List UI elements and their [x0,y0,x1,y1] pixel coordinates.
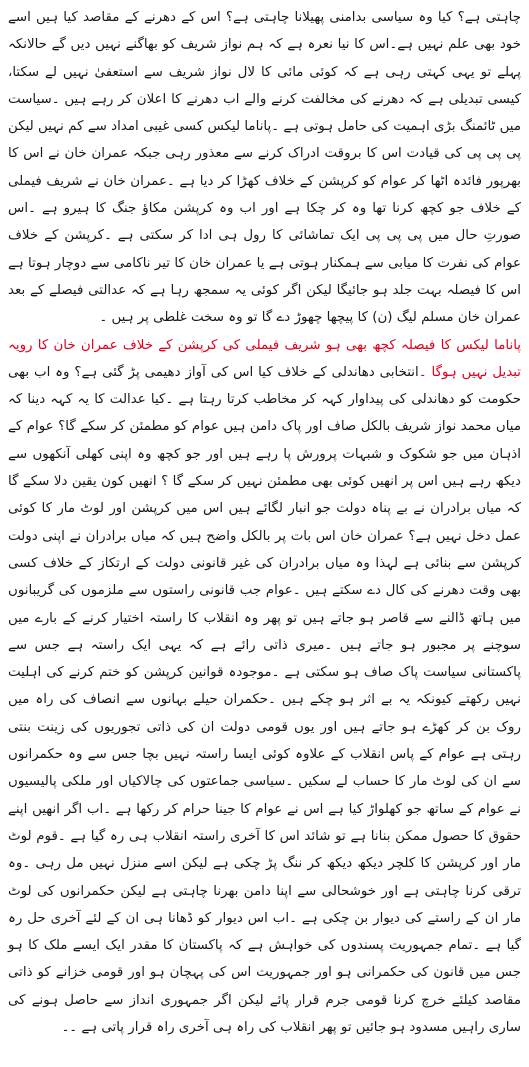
paragraph-2-text: انتخابی دھاندلی کے خلاف کیا اس کی آواز دھیمی پڑ گئی ہے؟ وہ اب بھی حکومت کو دھاندلی کی پیداوار کہہ کر مخاطب کرتا رہتا ہے ۔کیا عدالت کا یہ کہہ دینا کہ میاں محمد نواز شریف بالکل صاف اور پاک دامن ہیں عوام کو مطمئن کر سکے گا؟ عوام کے اذہان میں جو شکوک و شبہات پرورش پا رہے ہیں اور جو کچھ وہ اپنی کھلی آنکھوں سے دیکھ رہے ہیں اس پر انھیں کوئی بھی مطمئن نہیں کر سکے گا ؟ انھیں کون یقین دلا سکے گا کہ میاں برادران نے بے پناہ دولت جو انبار لگائے ہیں اس میں کرپشن اور لوٹ مار کا کوئی عمل دخل نہیں ہے؟ عمران خان اس بات پر بالکل واضح ہیں کہ میاں برادران نے اپنی دولت کرپشن سے بنائی ہے لہذا وہ میاں برادران کی غیر قانونی دولت کے ارتکاز کے خلاف کسی بھی وقت دھرنے کی کال دے سکتے ہیں ۔عوام جب قانونی راستوں سے ملزموں کی گریبانوں میں ہاتھ ڈالنے سے قاصر ہو جاتے ہیں تو پھر وہ انقلاب کا راستہ اختیار کرنے کے بارے میں سوچنے پر مجبور ہو جاتے ہیں ۔میری ذاتی رائے ہے کہ یہی ایک راستہ ہے جس سے پاکستانی سیاست پاک صاف ہو سکتی ہے ۔موجودہ قوانین کرپشن کو ختم کرنے کی اہلیت نہیں رکھتے کیونکہ یہ بے اثر ہو چکے ہیں ۔حکمران حیلے بہانوں سے انصاف کی راہ میں روک بن کر کھڑے ہو جاتے ہیں اور یوں قومی دولت ان کی ذاتی تجوریوں کی زینت بنتی رہتی ہے عوام کے پاس انقلاب کے علاوہ کوئی ایسا راستہ نہیں بچا جس سے وہ حکمرانوں سے ان کی لوٹ مار کا حساب لے سکیں ۔سیاسی جماعتوں کی چالاکیاں اور ملکی پالیسیوں نے عوام کے ساتھ جو کھلواڑ کیا ہے اس نے عوام کا جینا حرام کر رکھا ہے ۔اب اگر انھیں اپنے حقوق کا حصول ممکن بنانا ہے تو شائد اس کا آخری راستہ انقلاب ہی رہ گیا ہے ۔قوم لوٹ مار اور کرپشن کا کلچر دیکھ دیکھ کر ننگ پڑ چکی ہے لیکن اسے منزل نہیں مل رہی ۔وہ ترقی کرنا چاہتی ہے اور خوشحالی سے اپنا دامن بھرنا چاہتی ہے لیکن حکمرانوں کی لوٹ مار ان کے راستے کی دیوار بن چکی ہے ۔اب اس دیوار کو ڈھانا ہی ان کے لئے آخری حل رہ گیا ہے ۔تمام جمہوریت پسندوں کی خواہش ہے کہ پاکستان کا مقدر ایک ایسے ملک کا ہو جس میں قانون کی حکمرانی ہو اور جمہوریت اس کی پہچان ہو اور قومی خزانے کو ذاتی مقاصد کیلئے خرچ کرنا قومی جرم قرار پائے لیکن اگر جمہوری انداز سے حاصل ہونے کی ساری راہیں مسدود ہو جائیں تو پھر انقلاب کی راہ ہی آخری راہ قرار پاتی ہے ۔۔ [8,364,521,1035]
article-body [8,4,521,1041]
highlighted-sentence: پاناما لیکس کا فیصلہ کچھ بھی ہو شریف فیملی کی کرپشن کے خلاف عمران خان کا رویہ تبدیل نہیں ہوگا ۔ [8,337,521,380]
paragraph-2 [8,332,521,1042]
paragraph-1: چاہتی ہے؟ کیا وہ سیاسی بدامنی پھیلانا چاہتی ہے؟ اس کے دھرنے کے مقاصد کیا ہیں اسے خود بھی علم نہیں ہے۔اس کا نیا نعرہ ہے کہ ہم نواز شریف کو بھاگنے نہیں دیں گے حالانکہ پہلے تو یہی کہتی رہی ہے کہ کوئی مائی کا لال نواز شریف سے استعفیٰ نہیں لے سکتا، کیسی تبدیلی ہے کہ دھرنے کی مخالفت کرنے والے اب دھرنے کا اعلان کر رہے ہیں ۔سیاست میں ٹائمنگ بڑی اہمیت کی حامل ہوتی ہے ۔پاناما لیکس کسی غیبی امداد سے کم نہیں لیکن پی پی پی کی قیادت اس کا بروقت ادراک کرنے سے معذور رہی جبکہ عمران خان نے اس کا بھرپور فائدہ اٹھا کر عوام کو کرپشن کے خلاف کھڑا کر دیا ہے ۔عمران خان نے شریف فیملی کے خلاف جو کچھ کرنا تھا وہ کر چکا ہے اور اب وہ کرپشن مکاؤ جنگ کا ہیرو ہے ۔اس صورتِ حال میں پی پی پی ایک تماشائی کا رول ہی ادا کر سکتی ہے ۔کرپشن کے خلاف عوام کی نفرت کا میابی سے ہمکنار ہوتی ہے یا عمران خان کا تیر ناکامی سے دوچار ہوتا ہے اس کا فیصلہ بہت جلد ہو جائیگا لیکن اگر کوئی یہ سمجھ رہا ہے کہ عدالتی فیصلے کے بعد عمران خان مسلم لیگ (ن) کا پیچھا چھوڑ دے گا تو وہ سخت غلطی پر ہیں ۔ [8,10,521,326]
